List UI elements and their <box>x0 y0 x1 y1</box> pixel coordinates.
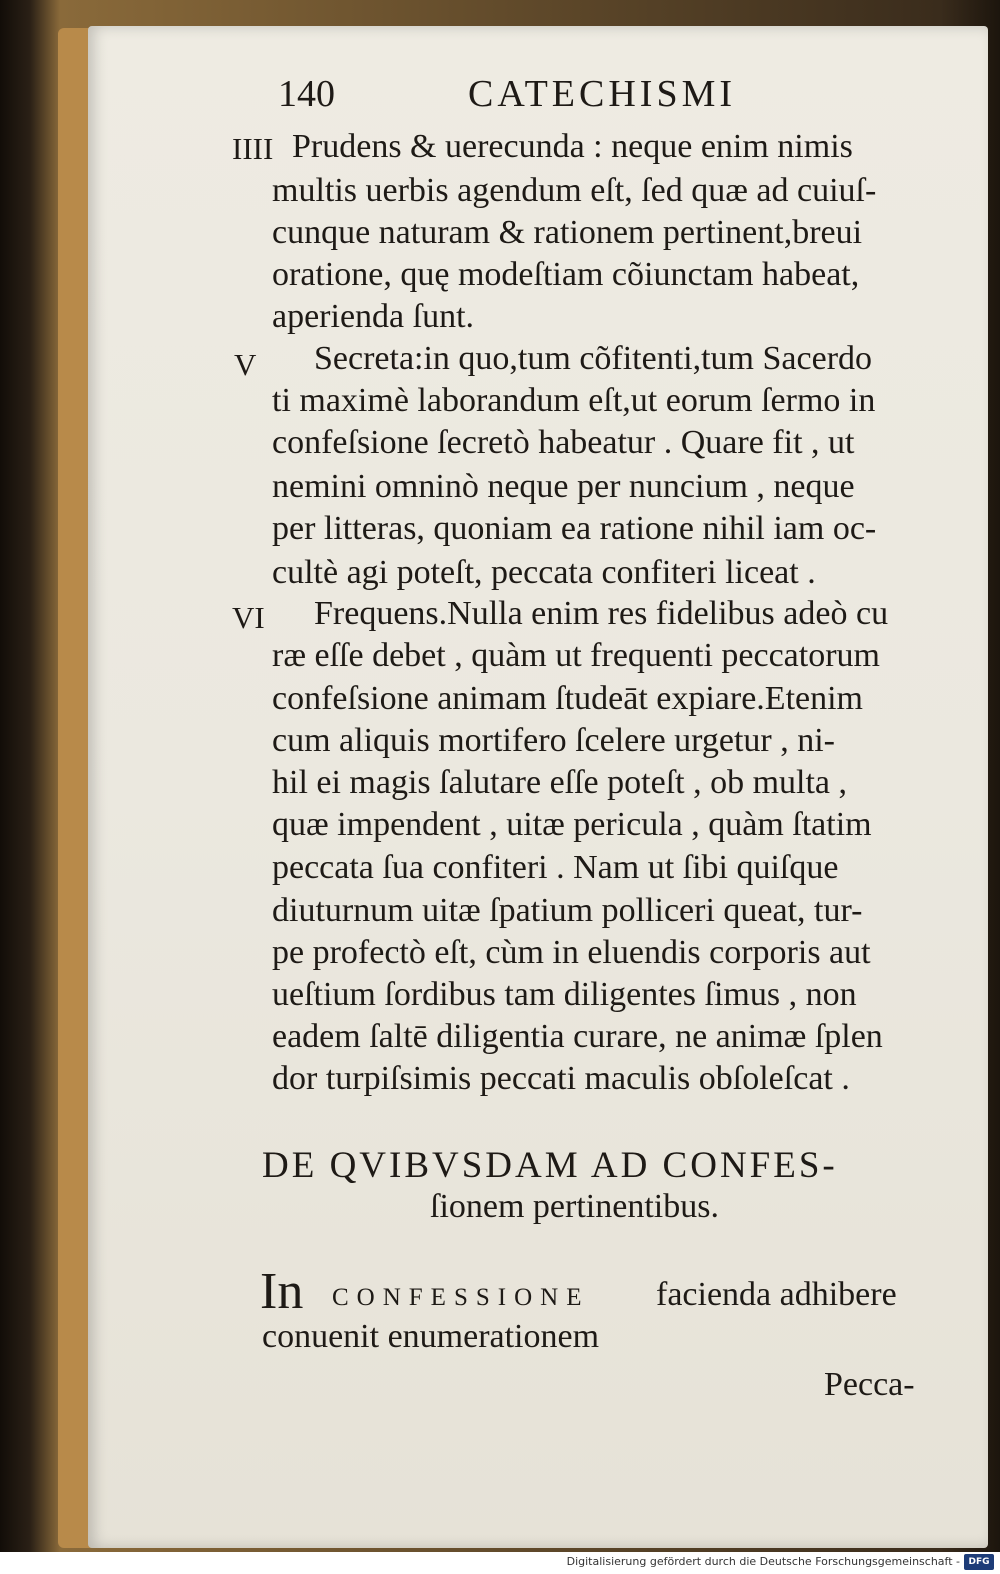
text-line: multis uerbis agendum eſt, ſed quæ ad cuiuſ- <box>272 172 877 209</box>
drop-capital: In <box>260 1263 304 1320</box>
catchword: Pecca- <box>824 1366 915 1403</box>
text-line: facienda adhibere <box>656 1276 897 1313</box>
section-marker: V <box>234 347 257 382</box>
footer-bar <box>0 1552 1000 1574</box>
text-line: hil ei magis ſalutare eſſe poteſt , ob multa , <box>272 764 848 801</box>
text-line: aperienda ſunt. <box>272 298 475 335</box>
text-line: confeſsione animam ſtudeāt expiare.Etenim <box>272 680 863 717</box>
text-line: nemini omninò neque per nuncium , neque <box>272 468 855 505</box>
section-subheading: ſionem pertinentibus. <box>430 1188 719 1225</box>
text-line: per litteras, quoniam ea ratione nihil iam oc- <box>272 510 877 547</box>
text-line: dor turpiſsimis peccati maculis obſoleſcat . <box>272 1060 850 1097</box>
text-line: ræ eſſe debet , quàm ut frequenti peccatorum <box>272 637 880 674</box>
text-line: oratione, quę modeſtiam cõiunctam habeat, <box>272 256 860 293</box>
text-line: eadem ſaltē diligentia curare, ne animæ ſplen <box>272 1018 883 1055</box>
dfg-logo: DFG <box>964 1554 994 1570</box>
folio-number: 140 <box>278 73 335 115</box>
text-line: ti maximè laborandum eſt,ut eorum ſermo in <box>272 382 876 419</box>
text-line: confeſsione ſecretò habeatur . Quare fit , ut <box>272 424 855 461</box>
text-line: Frequens.Nulla enim res fidelibus adeò cu <box>314 595 889 632</box>
text-line: pe profectò eſt, cùm in eluendis corporis aut <box>272 934 871 971</box>
text-line: cunque naturam & rationem pertinent,breui <box>272 214 863 251</box>
small-caps-word: CONFESSIONE <box>332 1284 590 1311</box>
text-line: conuenit enumerationem <box>262 1318 600 1355</box>
footer-credit: Digitalisierung gefördert durch die Deutsche Forschungsgemeinschaft - <box>566 1555 960 1568</box>
text-line: Prudens & uerecunda : neque enim nimis <box>292 128 853 165</box>
text-line: peccata ſua confiteri . Nam ut ſibi quiſque <box>272 849 839 886</box>
text-line: ueſtium ſordibus tam diligentes ſimus , non <box>272 976 857 1013</box>
section-marker: IIII <box>232 131 274 166</box>
text-line: cultè agi poteſt, peccata confiteri liceat . <box>272 554 816 591</box>
text-line: cum aliquis mortifero ſcelere urgetur , ni- <box>272 722 836 759</box>
text-line: quæ impendent , uitæ pericula , quàm ſtatim <box>272 806 872 843</box>
section-marker: VI <box>232 600 265 635</box>
text-line: Secreta:in quo,tum cõfitenti,tum Sacerdo <box>314 340 873 377</box>
running-head: CATECHISMI <box>468 73 737 115</box>
text-line: diuturnum uitæ ſpatium polliceri queat, tur- <box>272 892 863 929</box>
section-heading: DE QVIBVSDAM AD CONFES- <box>262 1145 838 1186</box>
